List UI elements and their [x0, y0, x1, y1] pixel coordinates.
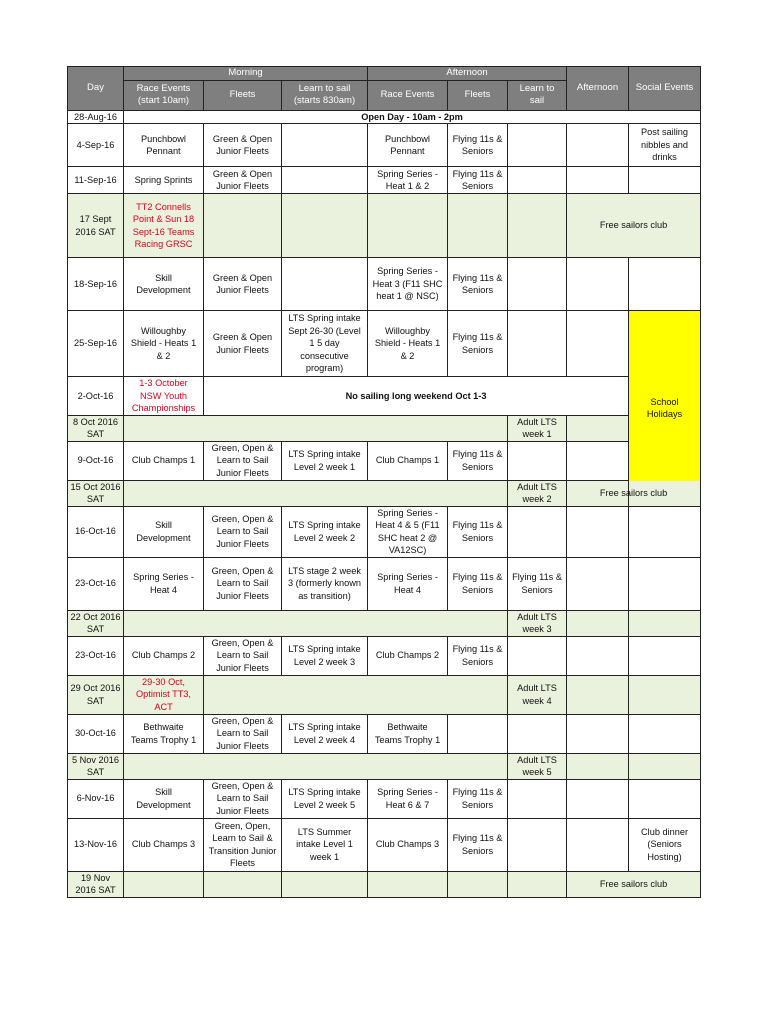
afternoon-lts-cell — [508, 818, 567, 871]
afternoon-fleets-cell: Flying 11s & Seniors — [448, 636, 508, 675]
day-cell: 9-Oct-16 — [68, 441, 124, 480]
banner-cell: No sailing long weekend Oct 1-3 — [204, 377, 629, 416]
day-cell: 25-Sep-16 — [68, 311, 124, 377]
day-cell: 15 Oct 2016 SAT — [68, 480, 124, 506]
table-row — [68, 636, 701, 675]
afternoon-cell — [567, 818, 629, 871]
empty-cell — [368, 871, 448, 897]
header-day: Day — [68, 67, 124, 111]
afternoon-race-cell: Spring Series - Heat 4 — [368, 557, 448, 610]
day-cell: 19 Nov 2016 SAT — [68, 871, 124, 897]
social-cell — [629, 779, 701, 818]
day-cell: 2-Oct-16 — [68, 377, 124, 416]
header-morning-race-events: Race Events (start 10am) — [124, 80, 204, 110]
afternoon-race-cell: Spring Series - Heat 1 & 2 — [368, 167, 448, 194]
table-row — [68, 675, 701, 714]
day-cell: 18-Sep-16 — [68, 258, 124, 311]
empty-cell — [124, 871, 204, 897]
table-row — [68, 714, 701, 753]
empty-cell — [124, 610, 508, 636]
morning-race-cell: 1-3 October NSW Youth Championships — [124, 377, 204, 416]
morning-race-cell: Skill Development — [124, 779, 204, 818]
afternoon-cell — [567, 167, 629, 194]
day-cell: 28-Aug-16 — [68, 110, 124, 124]
afternoon-lts-cell — [508, 124, 567, 167]
afternoon-race-cell: Punchbowl Pennant — [368, 124, 448, 167]
morning-lts-cell: LTS Summer intake Level 1 week 1 — [282, 818, 368, 871]
day-cell: 11-Sep-16 — [68, 167, 124, 194]
free-sailors-club-cell: Free sailors club — [567, 871, 701, 897]
table-row — [68, 557, 701, 610]
empty-cell — [508, 194, 567, 258]
afternoon-race-cell: Spring Series - Heat 6 & 7 — [368, 779, 448, 818]
afternoon-race-cell: Club Champs 1 — [368, 441, 448, 480]
table-row — [68, 818, 701, 871]
empty-cell — [204, 675, 508, 714]
table-row — [68, 753, 701, 779]
afternoon-lts-cell — [508, 506, 567, 557]
day-cell: 17 Sept 2016 SAT — [68, 194, 124, 258]
banner-cell: Open Day - 10am - 2pm — [124, 110, 701, 124]
afternoon-cell — [567, 441, 629, 480]
morning-race-cell: Punchbowl Pennant — [124, 124, 204, 167]
header-afternoon-race-events: Race Events — [368, 80, 448, 110]
morning-lts-cell: LTS Spring intake Sept 26-30 (Level 1 5 day consecutive program) — [282, 311, 368, 377]
day-cell: 4-Sep-16 — [68, 124, 124, 167]
morning-fleets-cell: Green & Open Junior Fleets — [204, 311, 282, 377]
afternoon-lts-cell: Adult LTS week 5 — [508, 753, 567, 779]
afternoon-lts-cell — [508, 167, 567, 194]
social-cell — [629, 636, 701, 675]
empty-cell — [629, 753, 701, 779]
empty-cell — [282, 194, 368, 258]
header-afternoon-learn-to-sail: Learn to sail — [508, 80, 567, 110]
day-cell: 30-Oct-16 — [68, 714, 124, 753]
afternoon-fleets-cell: Flying 11s & Seniors — [448, 124, 508, 167]
empty-cell — [567, 753, 629, 779]
morning-race-cell: Bethwaite Teams Trophy 1 — [124, 714, 204, 753]
header-afternoon: Afternoon — [567, 67, 629, 111]
afternoon-lts-cell: Adult LTS week 3 — [508, 610, 567, 636]
morning-race-cell: Club Champs 2 — [124, 636, 204, 675]
afternoon-fleets-cell: Flying 11s & Seniors — [448, 441, 508, 480]
morning-fleets-cell: Green, Open & Learn to Sail Junior Fleets — [204, 636, 282, 675]
morning-fleets-cell: Green, Open & Learn to Sail Junior Fleets — [204, 557, 282, 610]
afternoon-fleets-cell: Flying 11s & Seniors — [448, 311, 508, 377]
empty-cell — [508, 871, 567, 897]
morning-fleets-cell: Green, Open & Learn to Sail Junior Fleets — [204, 714, 282, 753]
afternoon-lts-cell: Adult LTS week 1 — [508, 415, 567, 441]
morning-lts-cell: LTS Spring intake Level 2 week 1 — [282, 441, 368, 480]
afternoon-lts-cell — [508, 258, 567, 311]
header-social-events: Social Events — [629, 67, 701, 111]
day-cell: 16-Oct-16 — [68, 506, 124, 557]
day-cell: 8 Oct 2016 SAT — [68, 415, 124, 441]
day-cell: 5 Nov 2016 SAT — [68, 753, 124, 779]
day-cell: 13-Nov-16 — [68, 818, 124, 871]
table-row — [68, 167, 701, 194]
empty-cell — [124, 753, 508, 779]
header-morning-fleets: Fleets — [204, 80, 282, 110]
empty-cell — [629, 675, 701, 714]
header-afternoon-group: Afternoon — [368, 67, 567, 81]
table-row — [68, 194, 701, 258]
morning-lts-cell: LTS Spring intake Level 2 week 2 — [282, 506, 368, 557]
afternoon-lts-cell: Flying 11s & Seniors — [508, 557, 567, 610]
table-row — [68, 110, 701, 124]
table-row — [68, 258, 701, 311]
morning-race-cell: Skill Development — [124, 506, 204, 557]
afternoon-cell — [567, 124, 629, 167]
empty-cell — [448, 194, 508, 258]
morning-fleets-cell: Green & Open Junior Fleets — [204, 167, 282, 194]
free-sailors-club-cell: Free sailors club — [567, 480, 701, 506]
table-row — [68, 480, 701, 506]
afternoon-cell — [567, 779, 629, 818]
free-sailors-club-cell: Free sailors club — [567, 194, 701, 258]
afternoon-lts-cell: Adult LTS week 2 — [508, 480, 567, 506]
morning-lts-cell: LTS Spring intake Level 2 week 4 — [282, 714, 368, 753]
empty-cell — [567, 415, 629, 441]
morning-lts-cell: LTS Spring intake Level 2 week 5 — [282, 779, 368, 818]
morning-race-cell: Club Champs 3 — [124, 818, 204, 871]
afternoon-lts-cell — [508, 636, 567, 675]
empty-cell — [124, 415, 508, 441]
table-row — [68, 610, 701, 636]
morning-fleets-cell: Green & Open Junior Fleets — [204, 258, 282, 311]
day-cell: 6-Nov-16 — [68, 779, 124, 818]
day-cell: 23-Oct-16 — [68, 557, 124, 610]
afternoon-fleets-cell: Flying 11s & Seniors — [448, 506, 508, 557]
day-cell: 22 Oct 2016 SAT — [68, 610, 124, 636]
morning-race-cell: Spring Series - Heat 4 — [124, 557, 204, 610]
afternoon-lts-cell — [508, 714, 567, 753]
empty-cell — [448, 871, 508, 897]
afternoon-fleets-cell: Flying 11s & Seniors — [448, 779, 508, 818]
morning-race-cell: Skill Development — [124, 258, 204, 311]
afternoon-fleets-cell: Flying 11s & Seniors — [448, 167, 508, 194]
table-row — [68, 871, 701, 897]
table-row — [68, 441, 701, 480]
afternoon-race-cell: Club Champs 2 — [368, 636, 448, 675]
afternoon-lts-cell — [508, 779, 567, 818]
afternoon-lts-cell — [508, 311, 567, 377]
social-cell — [629, 557, 701, 610]
morning-fleets-cell: Green, Open & Learn to Sail Junior Fleets — [204, 441, 282, 480]
morning-lts-cell — [282, 258, 368, 311]
afternoon-lts-cell: Adult LTS week 4 — [508, 675, 567, 714]
afternoon-cell — [567, 636, 629, 675]
social-cell — [629, 167, 701, 194]
afternoon-cell — [567, 258, 629, 311]
morning-lts-cell: LTS stage 2 week 3 (formerly known as transition) — [282, 557, 368, 610]
afternoon-cell — [567, 557, 629, 610]
morning-fleets-cell: Green, Open, Learn to Sail & Transition Junior Fleets — [204, 818, 282, 871]
social-cell — [629, 258, 701, 311]
header-afternoon-fleets: Fleets — [448, 80, 508, 110]
header-morning-learn-to-sail: Learn to sail (starts 830am) — [282, 80, 368, 110]
morning-fleets-cell: Green, Open & Learn to Sail Junior Fleets — [204, 506, 282, 557]
social-cell: Post sailing nibbles and drinks — [629, 124, 701, 167]
morning-lts-cell — [282, 167, 368, 194]
afternoon-fleets-cell: Flying 11s & Seniors — [448, 258, 508, 311]
morning-fleets-cell: Green, Open & Learn to Sail Junior Fleets — [204, 779, 282, 818]
afternoon-race-cell: Spring Series - Heat 4 & 5 (F11 SHC heat 2 @ VA12SC) — [368, 506, 448, 557]
afternoon-cell — [567, 714, 629, 753]
empty-cell — [629, 610, 701, 636]
afternoon-race-cell: Willoughby Shield - Heats 1 & 2 — [368, 311, 448, 377]
afternoon-cell — [567, 506, 629, 557]
social-cell: Club dinner (Seniors Hosting) — [629, 818, 701, 871]
day-cell: 23-Oct-16 — [68, 636, 124, 675]
empty-cell — [204, 194, 282, 258]
table-row — [68, 506, 701, 557]
social-cell — [629, 714, 701, 753]
empty-cell — [282, 871, 368, 897]
afternoon-fleets-cell — [448, 714, 508, 753]
afternoon-race-cell: Club Champs 3 — [368, 818, 448, 871]
table-row — [68, 415, 701, 441]
table-row — [68, 311, 701, 377]
morning-race-cell: TT2 Connells Point & Sun 18 Sept-16 Teams Racing GRSC — [124, 194, 204, 258]
morning-fleets-cell: Green & Open Junior Fleets — [204, 124, 282, 167]
afternoon-lts-cell — [508, 441, 567, 480]
header-morning: Morning — [124, 67, 368, 81]
afternoon-fleets-cell: Flying 11s & Seniors — [448, 557, 508, 610]
school-holidays-cell: School Holidays — [629, 311, 701, 507]
table-row — [68, 779, 701, 818]
empty-cell — [124, 480, 508, 506]
afternoon-cell — [567, 311, 629, 377]
morning-lts-cell — [282, 124, 368, 167]
morning-race-cell: Willoughby Shield - Heats 1 & 2 — [124, 311, 204, 377]
table-row — [68, 124, 701, 167]
afternoon-fleets-cell: Flying 11s & Seniors — [448, 818, 508, 871]
morning-race-cell: Spring Sprints — [124, 167, 204, 194]
afternoon-race-cell: Spring Series - Heat 3 (F11 SHC heat 1 @ NSC) — [368, 258, 448, 311]
empty-cell — [567, 610, 629, 636]
empty-cell — [567, 675, 629, 714]
morning-lts-cell: LTS Spring intake Level 2 week 3 — [282, 636, 368, 675]
social-cell — [629, 506, 701, 557]
empty-cell — [204, 871, 282, 897]
morning-race-cell: Club Champs 1 — [124, 441, 204, 480]
afternoon-race-cell: Bethwaite Teams Trophy 1 — [368, 714, 448, 753]
day-cell: 29 Oct 2016 SAT — [68, 675, 124, 714]
table-row — [68, 377, 701, 416]
morning-race-cell: 29-30 Oct, Optimist TT3, ACT — [124, 675, 204, 714]
schedule-table — [67, 66, 701, 898]
empty-cell — [368, 194, 448, 258]
